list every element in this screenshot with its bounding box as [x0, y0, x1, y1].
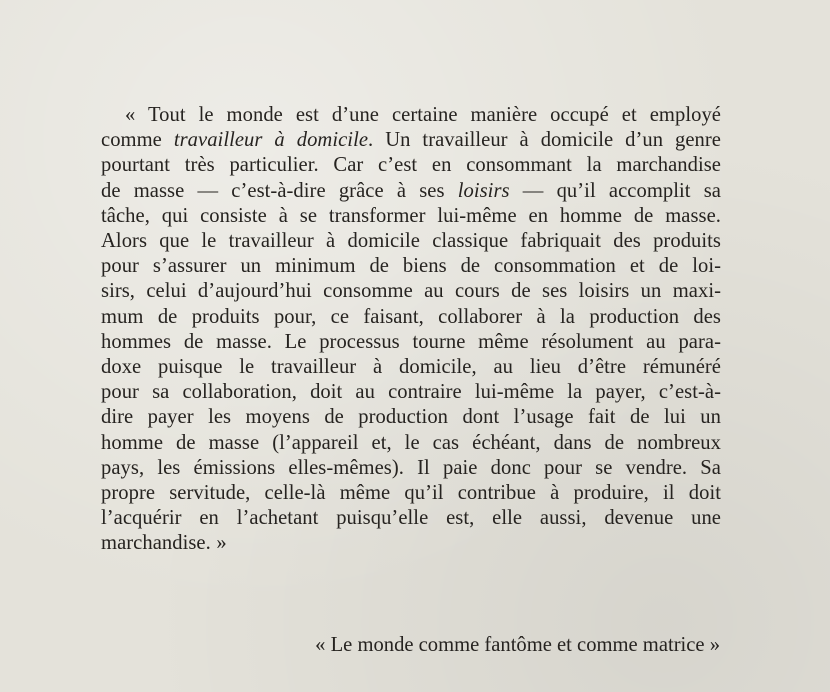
text-line: sirs, celui d’aujourd’hui consomme au cours de ses loisirs un maxi- [101, 280, 721, 303]
text-line: « Tout le monde est d’une certaine manière occupé et employé [125, 104, 721, 126]
text-line: dire payer les moyens de production dont l’usage fait de lui un [101, 406, 721, 429]
text-line: comme travailleur à domicile. Un travailleur à domicile d’un genre [101, 129, 721, 152]
text-line: pourtant très particulier. Car c’est en consommant la marchandise [101, 154, 721, 177]
text-line: homme de masse (l’appareil et, le cas échéant, dans de nombreux [101, 431, 721, 454]
quote-paragraph [101, 103, 721, 557]
source-attribution: « Le monde comme fantôme et comme matrice » [315, 634, 720, 656]
text-line: pour sa collaboration, doit au contraire lui-même la payer, c’est-à- [101, 381, 721, 404]
italic-term: loisirs [457, 179, 510, 202]
text-line: hommes de masse. Le processus tourne même résolument au para- [101, 330, 721, 353]
text-line: de masse — c’est-à-dire grâce à ses loisirs — qu’il accomplit sa [101, 179, 721, 202]
text-line: pays, les émissions elles-mêmes). Il paie donc pour se vendre. Sa [101, 456, 721, 479]
text-line: propre servitude, celle-là même qu’il contribue à produire, il doit [101, 482, 721, 505]
text-line: Alors que le travailleur à domicile classique fabriquait des produits [101, 230, 721, 253]
text-line: doxe puisque le travailleur à domicile, au lieu d’être rémunéré [101, 356, 721, 379]
text-line: tâche, qui consiste à se transformer lui-même en homme de masse. [101, 204, 721, 227]
text-line: mum de produits pour, ce faisant, collaborer à la production des [101, 305, 721, 328]
text-line: l’acquérir en l’achetant puisqu’elle est, elle aussi, devenue une [101, 507, 721, 530]
italic-term: travailleur à domicile [173, 129, 369, 152]
text-line: marchandise. » [101, 532, 227, 555]
text-line: pour s’assurer un minimum de biens de consommation et de loi- [101, 255, 721, 278]
